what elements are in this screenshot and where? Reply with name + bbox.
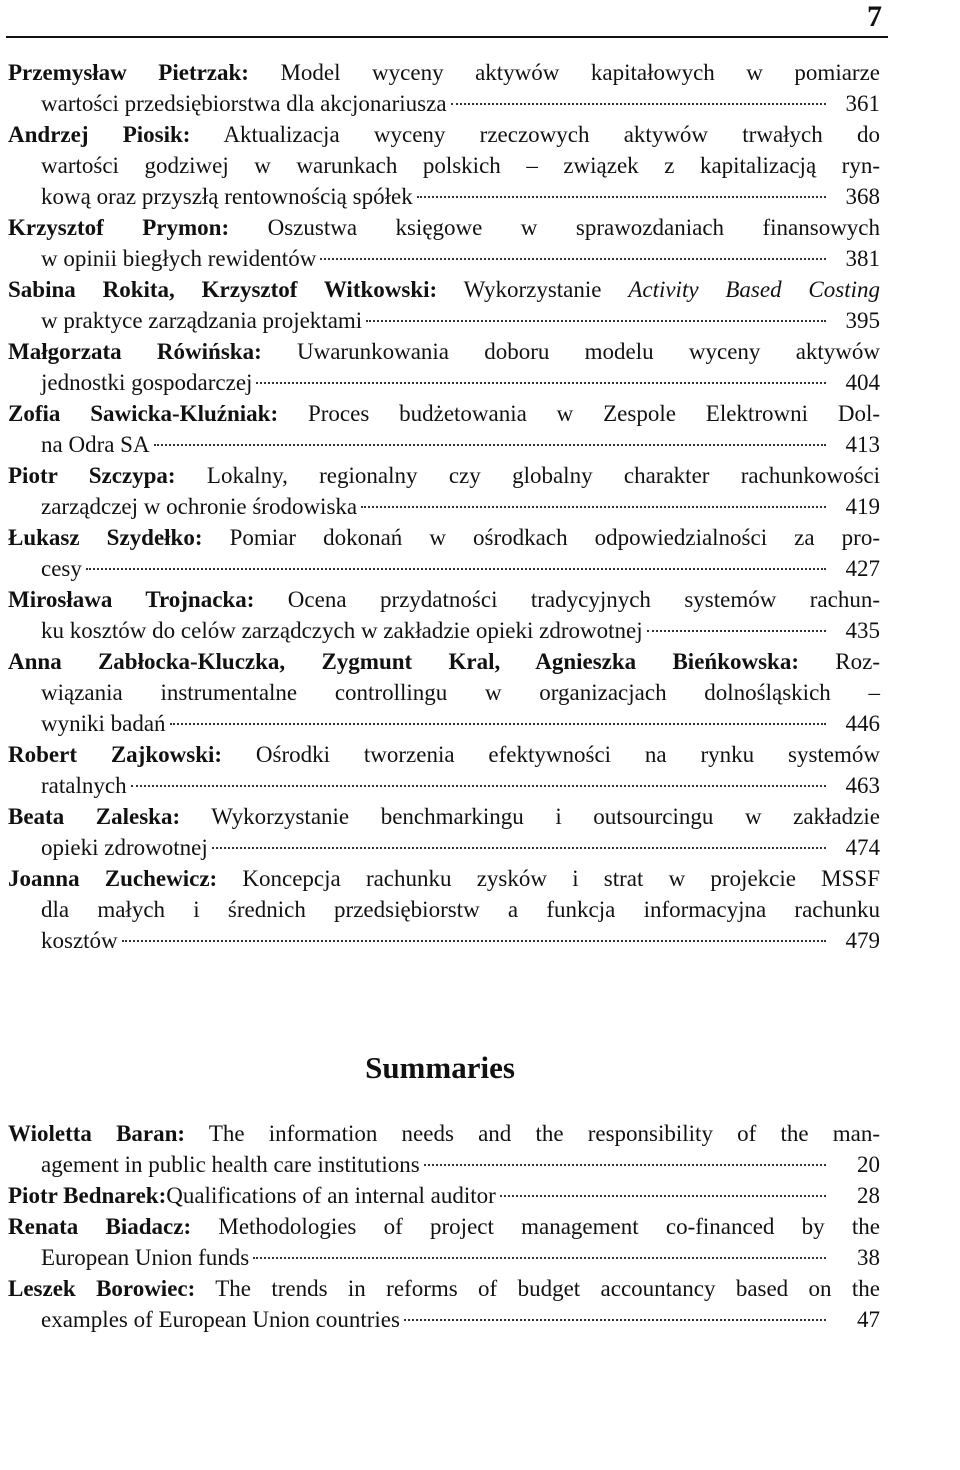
toc-entry[interactable]: [8, 739, 880, 801]
entry-author: Renata Biadacz:: [8, 1214, 192, 1239]
dot-leader: [170, 722, 826, 725]
entry-title-end: agement in public health care institutions: [41, 1152, 420, 1177]
entry-first-line: [8, 1118, 880, 1149]
entry-page-number: 38: [857, 1245, 880, 1270]
entry-last-line: [8, 615, 880, 646]
entry-first-line: [8, 57, 880, 88]
toc-entry[interactable]: [8, 57, 880, 119]
entry-title: Pomiar dokonań w ośrodkach odpowiedzialności za pro-: [229, 525, 880, 550]
entry-title-end: w opinii biegłych rewidentów: [41, 246, 317, 271]
entry-title: Proces budżetowania w Zespole Elektrowni Dol-: [307, 401, 880, 426]
entry-last-line: [8, 925, 880, 956]
dot-leader: [256, 381, 826, 384]
entry-page-number: 381: [845, 246, 880, 271]
entry-author: Mirosława Trojnacka:: [8, 587, 255, 612]
entry-author: Małgorzata Rówińska:: [8, 339, 262, 364]
dot-leader: [320, 257, 826, 260]
entry-first-line: [8, 398, 880, 429]
entry-title-italic: [628, 277, 880, 302]
entry-page-number: 404: [845, 370, 880, 395]
toc-entry[interactable]: [8, 460, 880, 522]
entry-last-line: [8, 491, 880, 522]
entry-title: Wykorzystanie: [463, 277, 602, 302]
dot-leader: [212, 846, 826, 849]
entry-title-end: European Union funds: [41, 1245, 250, 1270]
entry-page-number: 20: [857, 1152, 880, 1177]
entry-title: Qualifications of an internal auditor: [166, 1183, 496, 1208]
entry-last-line: [8, 367, 880, 398]
entry-page-number: 361: [845, 91, 880, 116]
entry-first-line: [8, 801, 880, 832]
entry-last-line: [8, 832, 880, 863]
entry-page-number: 435: [845, 618, 880, 643]
toc-entry[interactable]: [8, 522, 880, 584]
entry-author: Anna Zabłocka-Kluczka, Zygmunt Kral, Agnieszka Bieńkowska:: [8, 649, 799, 674]
entry-last-line: [8, 1149, 880, 1180]
entry-last-line: [8, 1304, 880, 1335]
entry-title: Methodologies of project management co-financed by the: [218, 1214, 881, 1239]
entry-page-number: 427: [845, 556, 880, 581]
dot-leader: [154, 443, 826, 446]
entry-first-line: [8, 522, 880, 553]
entry-page-number: 47: [857, 1307, 880, 1332]
entry-title-end: kosztów: [41, 928, 118, 953]
entry-page-number: 368: [845, 184, 880, 209]
entry-first-line: [8, 584, 880, 615]
entry-first-line: [8, 460, 880, 491]
toc-entry[interactable]: [8, 1180, 880, 1211]
entry-first-line: [8, 1180, 880, 1211]
table-of-contents: [8, 57, 880, 956]
entry-author: Leszek Borowiec:: [8, 1276, 196, 1301]
entry-last-line: [8, 553, 880, 584]
toc-entry[interactable]: [8, 398, 880, 460]
dot-leader: [131, 784, 826, 787]
entry-author: Krzysztof Prymon:: [8, 215, 230, 240]
entry-page-number: 395: [845, 308, 880, 333]
entry-first-line: [8, 863, 880, 894]
dot-leader: [417, 195, 826, 198]
entry-page-number: 463: [845, 773, 880, 798]
dot-leader: [424, 1163, 826, 1166]
entry-title-end: jednostki gospodarczej: [41, 370, 253, 395]
dot-leader: [366, 319, 826, 322]
entry-author: Joanna Zuchewicz:: [8, 866, 218, 891]
entry-title-end: w praktyce zarządzania projektami: [41, 308, 363, 333]
entry-author: Sabina Rokita, Krzysztof Witkowski:: [8, 277, 438, 302]
entry-page-number: 446: [845, 711, 880, 736]
dot-leader: [253, 1256, 826, 1259]
entry-last-line: [8, 305, 880, 336]
summaries-list: [8, 1118, 880, 1335]
entry-title: Aktualizacja wyceny rzeczowych aktywów trwałych do: [223, 122, 880, 147]
dot-leader: [404, 1318, 826, 1321]
entry-title-end: examples of European Union countries: [41, 1307, 400, 1332]
toc-entry[interactable]: [8, 863, 880, 956]
toc-entry[interactable]: [8, 801, 880, 863]
dot-leader: [451, 102, 826, 105]
entry-last-line: [8, 429, 880, 460]
entry-first-line: [8, 274, 880, 305]
page-number: 7: [867, 0, 882, 33]
toc-entry[interactable]: [8, 646, 880, 739]
entry-title-end: zarządczej w ochronie środowiska: [41, 494, 358, 519]
entry-middle-line: wartości godziwej w warunkach polskich – związek z kapitalizacją ryn-: [41, 153, 880, 178]
toc-entry[interactable]: [8, 1273, 880, 1335]
entry-title-italic-text: Activity Based Costing: [628, 277, 881, 302]
entry-title: Wykorzystanie benchmarkingu i outsourcingu w zakładzie: [211, 804, 880, 829]
entry-last-line: [8, 770, 880, 801]
entry-first-line: [8, 212, 880, 243]
dot-leader: [122, 939, 826, 942]
dot-leader: [86, 567, 826, 570]
dot-leader: [647, 629, 826, 632]
entry-author: Łukasz Szydełko:: [8, 525, 203, 550]
entry-last-line: [8, 181, 880, 212]
toc-entry[interactable]: [8, 212, 880, 274]
entry-author: Andrzej Piosik:: [8, 122, 191, 147]
entry-middle-line: wiązania instrumentalne controllingu w organizacjach dolnośląskich –: [41, 680, 880, 705]
entry-title-end: ku kosztów do celów zarządczych w zakładzie opieki zdrowotnej: [41, 618, 643, 643]
entry-title: Uwarunkowania doboru modelu wyceny aktywów: [297, 339, 881, 364]
dot-leader: [500, 1194, 826, 1197]
toc-entry[interactable]: [8, 1211, 880, 1273]
entry-first-line: [8, 119, 880, 150]
entry-first-line: [8, 739, 880, 770]
entry-first-line: [8, 336, 880, 367]
entry-author: Robert Zajkowski:: [8, 742, 223, 767]
entry-last-line: [8, 243, 880, 274]
entry-last-line: [8, 88, 880, 119]
entry-title-end: kową oraz przyszłą rentownością spółek: [41, 184, 413, 209]
entry-author: Wioletta Baran:: [8, 1121, 186, 1146]
toc-entry[interactable]: [8, 1118, 880, 1180]
entry-page-number: 474: [845, 835, 880, 860]
entry-title: Ocena przydatności tradycyjnych systemów rachun-: [287, 587, 880, 612]
entry-page-number: 28: [857, 1183, 880, 1208]
entry-title: Lokalny, regionalny czy globalny charakter rachunkowości: [206, 463, 880, 488]
entry-title-end: wartości przedsiębiorstwa dla akcjonariusza: [41, 91, 447, 116]
entry-title: Koncepcja rachunku zysków i strat w projekcie MSSF: [242, 866, 880, 891]
summaries-heading: Summaries: [365, 1050, 515, 1085]
entry-title-end: ratalnych: [41, 773, 127, 798]
entry-page-number: 413: [845, 432, 880, 457]
entry-title: Model wyceny aktywów kapitałowych w pomiarze: [280, 60, 880, 85]
entry-title-end: opieki zdrowotnej: [41, 835, 208, 860]
entry-middle-line: dla małych i średnich przedsiębiorstw a funkcja informacyjna rachunku: [41, 897, 880, 922]
entry-author: Beata Zaleska:: [8, 804, 181, 829]
entry-first-line: [8, 1273, 880, 1304]
entry-title-end: cesy: [41, 556, 82, 581]
dot-leader: [361, 505, 826, 508]
entry-title: Oszustwa księgowe w sprawozdaniach finansowych: [267, 215, 881, 240]
entry-author: Piotr Bednarek:: [8, 1183, 167, 1208]
entry-title-end: wyniki badań: [41, 711, 166, 736]
entry-author: Przemysław Pietrzak:: [8, 60, 249, 85]
entry-title: Ośrodki tworzenia efektywności na rynku systemów: [255, 742, 881, 767]
entry-first-line: [8, 646, 880, 677]
toc-entry[interactable]: [8, 584, 880, 646]
header-rule: [6, 36, 888, 38]
toc-entry[interactable]: [8, 119, 880, 212]
entry-page-number: 479: [845, 928, 880, 953]
entry-page-number: 419: [845, 494, 880, 519]
entry-title: The trends in reforms of budget accountancy based on the: [215, 1276, 880, 1301]
entry-last-line: [8, 708, 880, 739]
toc-entry[interactable]: [8, 274, 880, 336]
entry-title-end: na Odra SA: [41, 432, 150, 457]
entry-author: Zofia Sawicka-Kluźniak:: [8, 401, 279, 426]
entry-title: The information needs and the responsibility of the man-: [208, 1121, 880, 1146]
entry-author: Piotr Szczypa:: [8, 463, 176, 488]
entry-first-line: [8, 1211, 880, 1242]
entry-last-line: [8, 1242, 880, 1273]
entry-title: Roz-: [835, 649, 880, 674]
toc-entry[interactable]: [8, 336, 880, 398]
